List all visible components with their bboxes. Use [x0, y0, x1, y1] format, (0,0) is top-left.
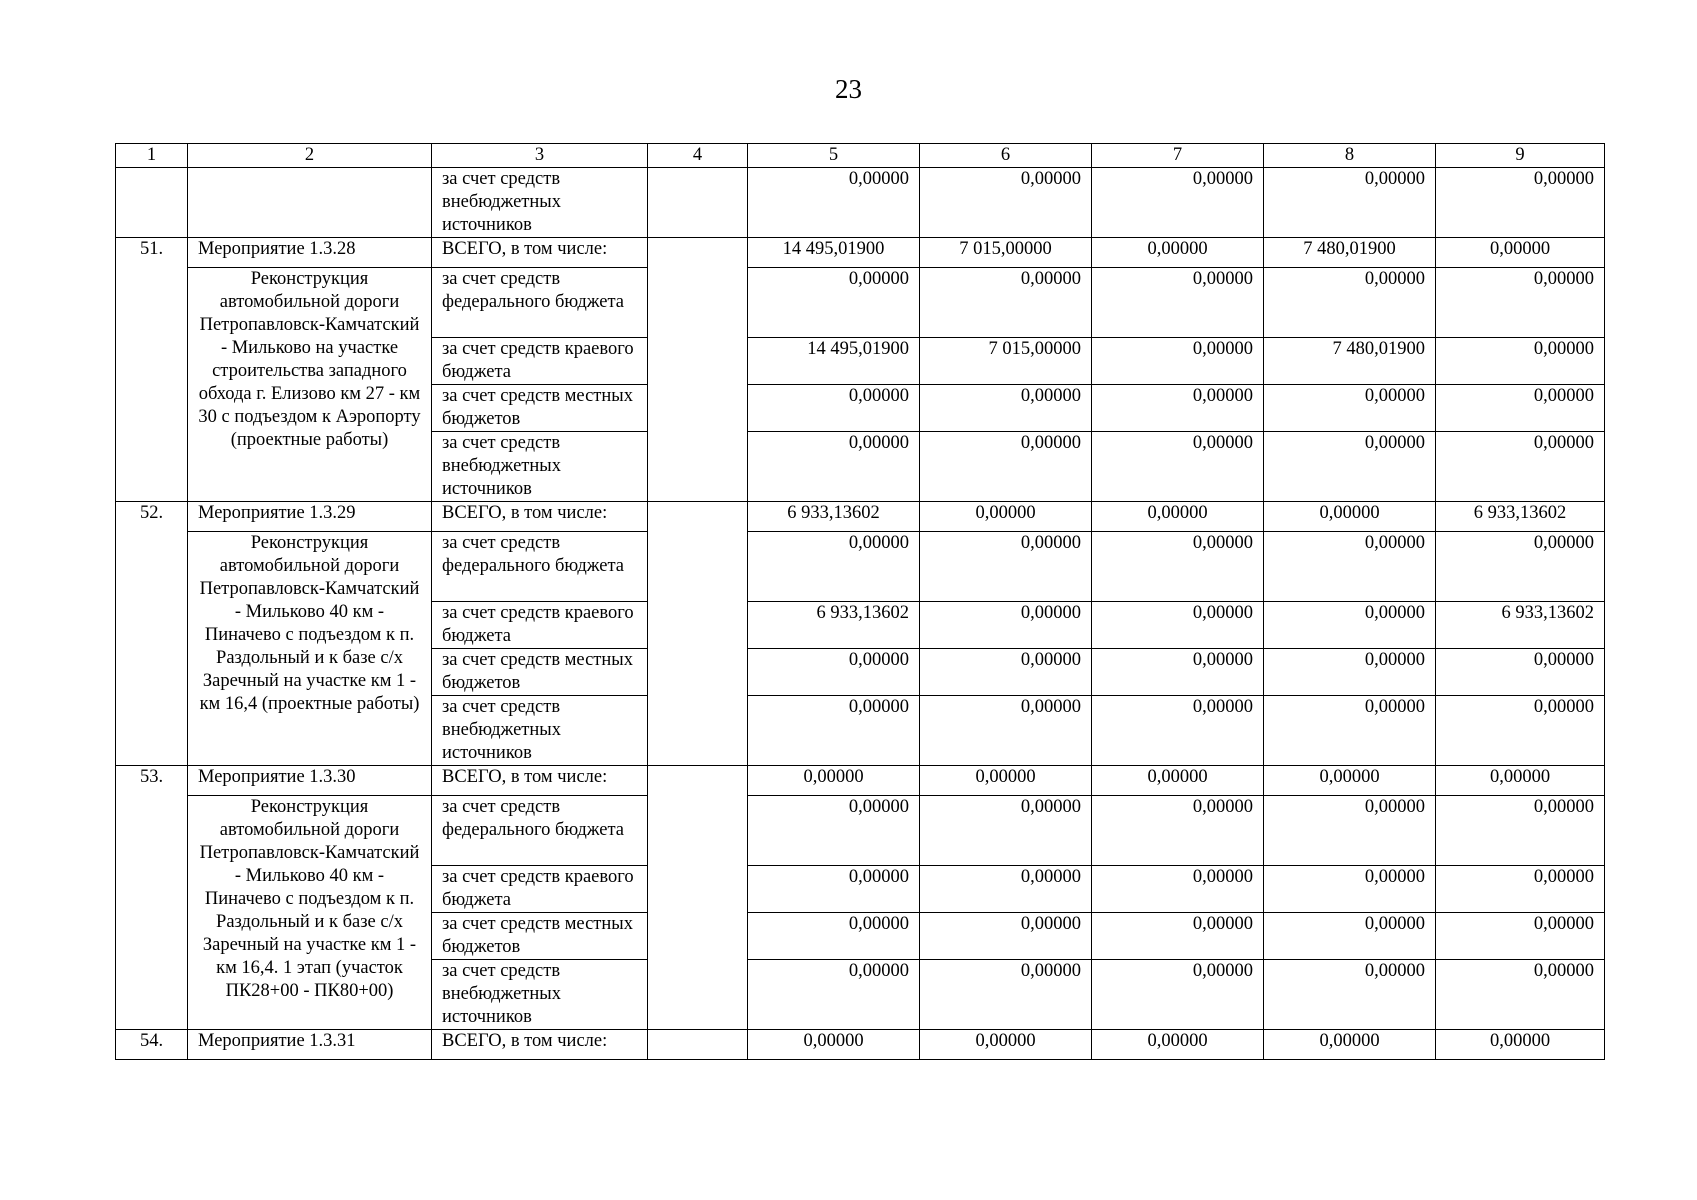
- value-cell: 0,00000: [1436, 913, 1605, 960]
- value-cell: 0,00000: [1092, 532, 1264, 602]
- value-cell: 0,00000: [920, 168, 1092, 238]
- value-cell: 0,00000: [1092, 168, 1264, 238]
- page-number: 23: [835, 74, 862, 104]
- value-cell: 0,00000: [1264, 913, 1436, 960]
- total-value: 6 933,13602: [748, 502, 920, 532]
- total-value: 0,00000: [1436, 1030, 1605, 1060]
- value-cell: 0,00000: [920, 602, 1092, 649]
- total-value: 0,00000: [920, 502, 1092, 532]
- empty-cell: [116, 168, 188, 238]
- value-cell: 0,00000: [1092, 960, 1264, 1030]
- event-total-row: [116, 238, 1605, 268]
- empty-cell: [188, 168, 432, 238]
- empty-cell: [648, 238, 748, 502]
- value-cell: 0,00000: [1264, 532, 1436, 602]
- value-cell: 0,00000: [1092, 866, 1264, 913]
- value-cell: 0,00000: [1436, 385, 1605, 432]
- total-value: 0,00000: [748, 1030, 920, 1060]
- event-total-row: [116, 1030, 1605, 1060]
- event-description: Реконструкция автомобильной дороги Петропавловск-Камчатский - Мильково 40 км - Пиначево с подъездом к п. Раздольный и к базе с/х Заречный на участке км 1 - км 16,4. 1 этап (участок ПК28+00 - ПК80+00): [188, 796, 432, 1030]
- funding-source: за счет средств местных бюджетов: [432, 913, 648, 960]
- value-cell: 14 495,01900: [748, 338, 920, 385]
- total-value: 0,00000: [1092, 238, 1264, 268]
- row-number: 52.: [116, 502, 188, 766]
- value-cell: 0,00000: [748, 960, 920, 1030]
- funding-row: [116, 796, 1605, 866]
- value-cell: 7 015,00000: [920, 338, 1092, 385]
- value-cell: 0,00000: [1436, 168, 1605, 238]
- value-cell: 0,00000: [1264, 866, 1436, 913]
- total-value: 0,00000: [748, 766, 920, 796]
- total-value: 0,00000: [1436, 238, 1605, 268]
- funding-source: за счет средств внебюджетных источников: [432, 696, 648, 766]
- funding-source: за счет средств федерального бюджета: [432, 532, 648, 602]
- event-title: Мероприятие 1.3.28: [188, 238, 432, 268]
- value-cell: 0,00000: [1264, 602, 1436, 649]
- value-cell: 0,00000: [1092, 338, 1264, 385]
- value-cell: 0,00000: [1436, 432, 1605, 502]
- value-cell: 0,00000: [920, 913, 1092, 960]
- column-header: 7: [1092, 144, 1264, 168]
- value-cell: 0,00000: [1264, 385, 1436, 432]
- value-cell: 0,00000: [920, 649, 1092, 696]
- empty-cell: [648, 502, 748, 766]
- event-description: Реконструкция автомобильной дороги Петропавловск-Камчатский - Мильково 40 км - Пиначево с подъездом к п. Раздольный и к базе с/х Заречный на участке км 1 - км 16,4 (проектные работы): [188, 532, 432, 766]
- value-cell: 6 933,13602: [748, 602, 920, 649]
- value-cell: 0,00000: [920, 432, 1092, 502]
- value-cell: 6 933,13602: [1436, 602, 1605, 649]
- value-cell: 0,00000: [1436, 532, 1605, 602]
- continuation-row: [116, 168, 1605, 238]
- value-cell: 0,00000: [748, 385, 920, 432]
- funding-source: за счет средств внебюджетных источников: [432, 960, 648, 1030]
- total-value: 0,00000: [1264, 502, 1436, 532]
- total-value: 0,00000: [1264, 766, 1436, 796]
- value-cell: 0,00000: [1264, 432, 1436, 502]
- value-cell: 0,00000: [748, 532, 920, 602]
- value-cell: 0,00000: [748, 913, 920, 960]
- empty-cell: [648, 1030, 748, 1060]
- event-description: Реконструкция автомобильной дороги Петропавловск-Камчатский - Мильково на участке строительства западного обхода г. Елизово км 27 - км 30 с подъездом к Аэропорту (проектные работы): [188, 268, 432, 502]
- value-cell: 0,00000: [1264, 796, 1436, 866]
- value-cell: 0,00000: [920, 385, 1092, 432]
- value-cell: 0,00000: [1436, 960, 1605, 1030]
- total-label: ВСЕГО, в том числе:: [432, 502, 648, 532]
- column-header: 4: [648, 144, 748, 168]
- value-cell: 0,00000: [1264, 696, 1436, 766]
- value-cell: 0,00000: [1436, 338, 1605, 385]
- value-cell: 0,00000: [1092, 796, 1264, 866]
- total-value: 0,00000: [920, 1030, 1092, 1060]
- event-title: Мероприятие 1.3.31: [188, 1030, 432, 1060]
- value-cell: 0,00000: [920, 796, 1092, 866]
- funding-source: за счет средств федерального бюджета: [432, 268, 648, 338]
- total-value: 0,00000: [1092, 1030, 1264, 1060]
- funding-source: за счет средств краевого бюджета: [432, 866, 648, 913]
- funding-source: за счет средств местных бюджетов: [432, 649, 648, 696]
- value-cell: 0,00000: [920, 960, 1092, 1030]
- value-cell: 0,00000: [920, 268, 1092, 338]
- row-number: 53.: [116, 766, 188, 1030]
- funding-source: за счет средств краевого бюджета: [432, 602, 648, 649]
- event-total-row: [116, 766, 1605, 796]
- value-cell: 0,00000: [748, 649, 920, 696]
- value-cell: 0,00000: [1264, 960, 1436, 1030]
- column-header: 8: [1264, 144, 1436, 168]
- total-value: 14 495,01900: [748, 238, 920, 268]
- total-value: 0,00000: [1436, 766, 1605, 796]
- value-cell: 0,00000: [1264, 168, 1436, 238]
- funding-source: за счет средств местных бюджетов: [432, 385, 648, 432]
- total-value: 0,00000: [1092, 502, 1264, 532]
- column-number-row: [116, 144, 1605, 168]
- value-cell: 0,00000: [748, 796, 920, 866]
- event-title: Мероприятие 1.3.30: [188, 766, 432, 796]
- total-value: 0,00000: [920, 766, 1092, 796]
- total-value: 7 015,00000: [920, 238, 1092, 268]
- column-header: 6: [920, 144, 1092, 168]
- value-cell: 0,00000: [748, 866, 920, 913]
- total-value: 0,00000: [1264, 1030, 1436, 1060]
- value-cell: 0,00000: [1092, 385, 1264, 432]
- value-cell: 0,00000: [1436, 696, 1605, 766]
- empty-cell: [648, 766, 748, 1030]
- funding-source: за счет средств краевого бюджета: [432, 338, 648, 385]
- value-cell: 0,00000: [920, 696, 1092, 766]
- value-cell: 0,00000: [920, 866, 1092, 913]
- value-cell: 0,00000: [1436, 796, 1605, 866]
- total-value: 0,00000: [1092, 766, 1264, 796]
- row-number: 54.: [116, 1030, 188, 1060]
- total-value: 7 480,01900: [1264, 238, 1436, 268]
- value-cell: 0,00000: [1092, 602, 1264, 649]
- value-cell: 0,00000: [748, 268, 920, 338]
- value-cell: 0,00000: [1436, 649, 1605, 696]
- funding-source: за счет средств федерального бюджета: [432, 796, 648, 866]
- funding-row: [116, 268, 1605, 338]
- column-header: 3: [432, 144, 648, 168]
- budget-table: [115, 143, 1605, 1060]
- column-header: 5: [748, 144, 920, 168]
- event-total-row: [116, 502, 1605, 532]
- value-cell: 7 480,01900: [1264, 338, 1436, 385]
- funding-source: за счет средств внебюджетных источников: [432, 432, 648, 502]
- value-cell: 0,00000: [1436, 866, 1605, 913]
- empty-cell: [648, 168, 748, 238]
- column-header: 9: [1436, 144, 1605, 168]
- value-cell: 0,00000: [1264, 268, 1436, 338]
- value-cell: 0,00000: [1092, 432, 1264, 502]
- value-cell: 0,00000: [748, 696, 920, 766]
- event-title: Мероприятие 1.3.29: [188, 502, 432, 532]
- total-label: ВСЕГО, в том числе:: [432, 238, 648, 268]
- funding-row: [116, 532, 1605, 602]
- value-cell: 0,00000: [920, 532, 1092, 602]
- total-value: 6 933,13602: [1436, 502, 1605, 532]
- value-cell: 0,00000: [1092, 268, 1264, 338]
- value-cell: 0,00000: [748, 432, 920, 502]
- value-cell: 0,00000: [1092, 913, 1264, 960]
- value-cell: 0,00000: [1264, 649, 1436, 696]
- total-label: ВСЕГО, в том числе:: [432, 766, 648, 796]
- value-cell: 0,00000: [1436, 268, 1605, 338]
- value-cell: 0,00000: [748, 168, 920, 238]
- column-header: 1: [116, 144, 188, 168]
- column-header: 2: [188, 144, 432, 168]
- row-number: 51.: [116, 238, 188, 502]
- value-cell: 0,00000: [1092, 649, 1264, 696]
- total-label: ВСЕГО, в том числе:: [432, 1030, 648, 1060]
- funding-source: за счет средств внебюджетных источников: [432, 168, 648, 238]
- value-cell: 0,00000: [1092, 696, 1264, 766]
